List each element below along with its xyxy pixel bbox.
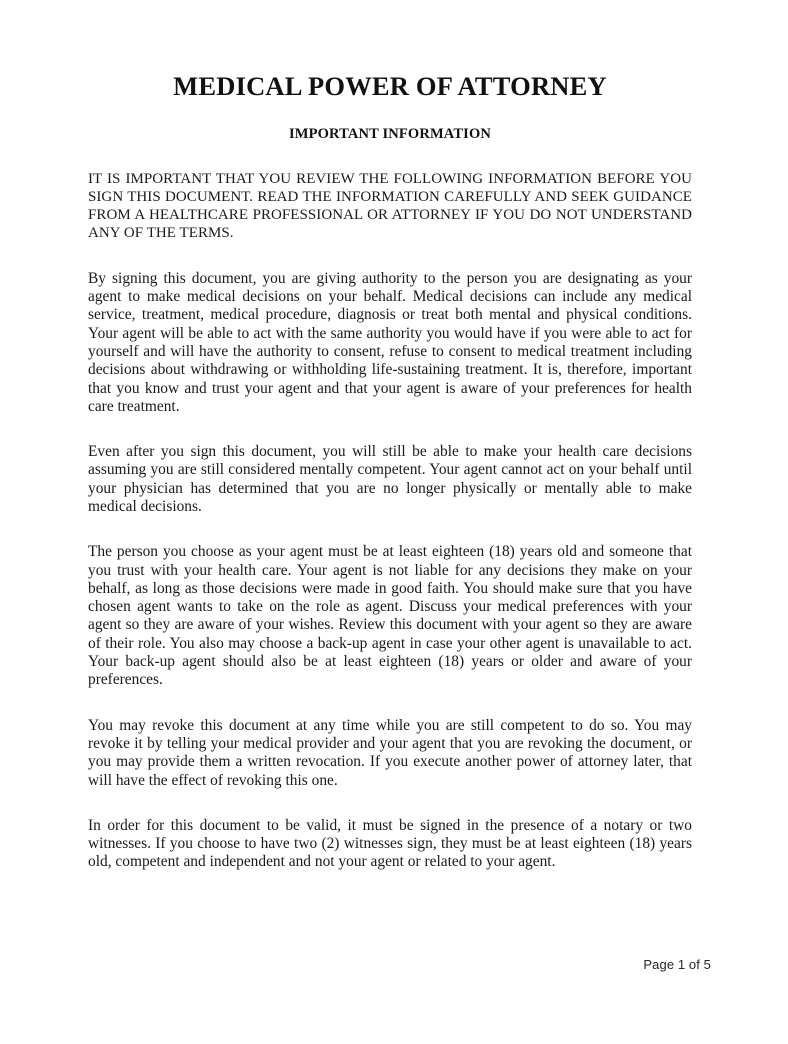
section-heading-important-information: IMPORTANT INFORMATION: [288, 126, 491, 143]
page-footer: Page 1 of 5: [643, 957, 711, 972]
page-title: MEDICAL POWER OF ATTORNEY: [173, 71, 607, 101]
paragraph-retained-capacity: Even after you sign this document, you will still be able to make your health care decisions assuming you are still considered mentally competent. Your agent cannot act on your behalf until your physician has determined that you are no longer physically or mentally able to make medical decisions.: [88, 443, 692, 515]
paragraph-execution-requirements: In order for this document to be valid, it must be signed in the presence of a notary or two witnesses. If you choose to have two (2) witnesses sign, they must be at least eighteen (18) years old, competent and independent and not your agent or related to your agent.: [88, 816, 692, 871]
paragraph-agent-requirements: The person you choose as your agent must be at least eighteen (18) years old and someone that you trust with your health care. Your agent is not liable for any decisions they make on your behalf, as long as those decisions were made in good faith. You should make sure that you have chosen agent wants to take on the role as agent. Discuss your medical preferences with your agent so they are aware of your wishes. Review this document with your agent so they are aware of their role. You also may choose a back-up agent in case your other agent is unavailable to act. Your back-up agent should also be at least eighteen (18) years or older and aware of your preferences.: [88, 543, 692, 689]
document-content: [88, 0, 692, 872]
important-notice-text: IT IS IMPORTANT THAT YOU REVIEW THE FOLLOWING INFORMATION BEFORE YOU SIGN THIS DOCUMENT. READ THE INFORMATION CAREFULLY AND SEEK GUIDANCE FROM A HEALTHCARE PROFESSIONAL OR ATTORNEY IF YOU DO NOT UNDERSTAND ANY OF THE TERMS.: [88, 170, 692, 242]
paragraph-authority-grant: By signing this document, you are giving authority to the person you are designating as your agent to make medical decisions on your behalf. Medical decisions can include any medical service, treatment, medical procedure, diagnosis or treat both mental and physical conditions. Your agent will be able to act with the same authority you would have if you were able to act for yourself and will have the authority to consent, refuse to consent to medical treatment including decisions about withdrawing or withholding life-sustaining treatment. It is, therefore, important that you know and trust your agent and that your agent is aware of your preferences for health care treatment.: [88, 269, 692, 415]
paragraph-revocation: You may revoke this document at any time while you are still competent to do so. You may revoke it by telling your medical provider and your agent that you are revoking the document, or you may provide them a written revocation. If you execute another power of attorney later, that will have the effect of revoking this one.: [88, 716, 692, 789]
